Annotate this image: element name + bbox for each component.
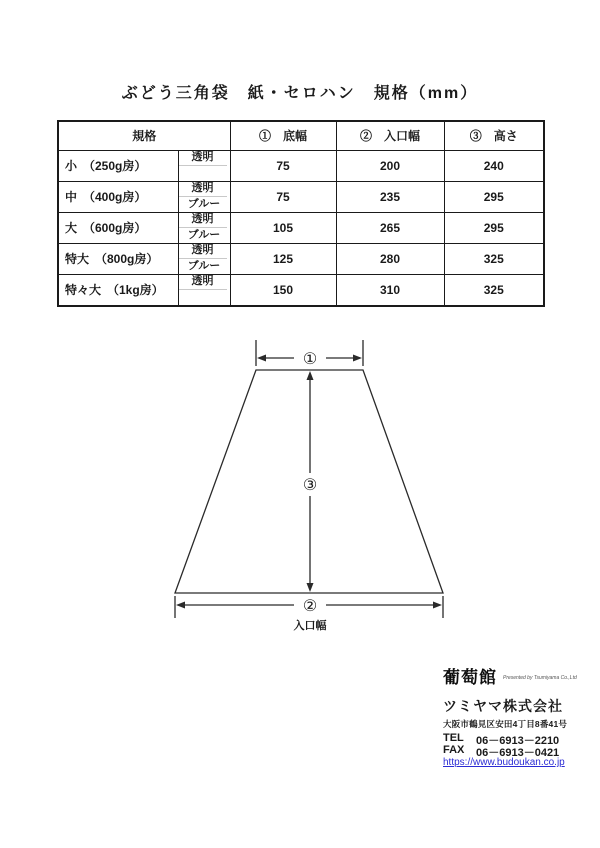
page-title: ぶどう三角袋 紙・セロハン 規格（mm）	[121, 85, 479, 102]
color-option-1: 透明	[179, 275, 227, 291]
tel-label: TEL	[443, 732, 464, 744]
color-cell	[178, 181, 230, 212]
company-logo	[443, 670, 577, 687]
color-option-2: ブルー	[187, 228, 221, 241]
header-spec: 規格	[58, 121, 230, 150]
company-footer	[443, 670, 578, 785]
color-option-2: ブルー	[187, 259, 221, 272]
size-name: 小 （250g房）	[58, 150, 178, 181]
table-row	[58, 181, 544, 212]
bottom-width-value: 150	[230, 274, 336, 306]
table-row	[58, 212, 544, 243]
arrowhead-right-icon	[353, 355, 362, 362]
height-value: 295	[444, 181, 544, 212]
color-option-1: 透明	[179, 213, 227, 229]
mouth-width-value: 200	[336, 150, 444, 181]
logo-tagline: Presented by Tsumiyama Co.,Ltd	[503, 675, 577, 681]
height-value: 325	[444, 243, 544, 274]
color-option-2: ブルー	[187, 197, 221, 210]
arrowhead-left-icon	[176, 602, 185, 609]
bottom-width-value: 75	[230, 181, 336, 212]
header-height: ③ 高さ	[444, 121, 544, 150]
color-cell	[178, 212, 230, 243]
bottom-width-value: 125	[230, 243, 336, 274]
bottom-width-value: 105	[230, 212, 336, 243]
top-width-label: ①	[302, 351, 318, 368]
table-row	[58, 150, 544, 181]
height-value: 325	[444, 274, 544, 306]
size-name: 大 （600g房）	[58, 212, 178, 243]
arrowhead-left-icon	[257, 355, 266, 362]
bag-diagram	[0, 330, 600, 645]
size-name: 特々大 （1kg房）	[58, 274, 178, 306]
height-label: ③	[302, 477, 318, 494]
header-mouth-width: ② 入口幅	[336, 121, 444, 150]
color-option-1: 透明	[179, 182, 227, 198]
mouth-width-value: 235	[336, 181, 444, 212]
color-option-1: 透明	[179, 151, 227, 167]
table-row	[58, 274, 544, 306]
budoukan-logo-icon: 葡萄館	[443, 668, 497, 688]
mouth-width-value: 310	[336, 274, 444, 306]
fax-number: 06－6913－0421	[476, 747, 560, 759]
height-value: 240	[444, 150, 544, 181]
color-cell	[178, 150, 230, 181]
header-bottom-width: ① 底幅	[230, 121, 336, 150]
height-value: 295	[444, 212, 544, 243]
mouth-width-label: ②	[302, 598, 318, 615]
color-option-2	[179, 166, 230, 181]
fax-label: FAX	[443, 744, 465, 756]
size-name: 特大 （800g房）	[58, 243, 178, 274]
bottom-width-value: 75	[230, 150, 336, 181]
mouth-width-value: 265	[336, 212, 444, 243]
table-row	[58, 243, 544, 274]
spec-table	[57, 120, 545, 307]
arrowhead-down-icon	[307, 583, 314, 592]
color-cell	[178, 274, 230, 306]
website-link[interactable]: https://www.budoukan.co.jp	[443, 757, 565, 768]
table-header-row	[58, 121, 544, 150]
tel-number: 06－6913－2210	[476, 735, 560, 747]
color-cell	[178, 243, 230, 274]
company-address: 大阪市鶴見区安田4丁目8番41号	[443, 719, 568, 729]
mouth-width-value: 280	[336, 243, 444, 274]
arrowhead-right-icon	[433, 602, 442, 609]
mouth-width-caption: 入口幅	[293, 620, 327, 632]
color-option-1: 透明	[179, 244, 227, 260]
size-name: 中 （400g房）	[58, 181, 178, 212]
company-name: ツミヤマ株式会社	[443, 698, 563, 714]
arrowhead-up-icon	[307, 371, 314, 380]
color-option-2	[179, 290, 230, 305]
